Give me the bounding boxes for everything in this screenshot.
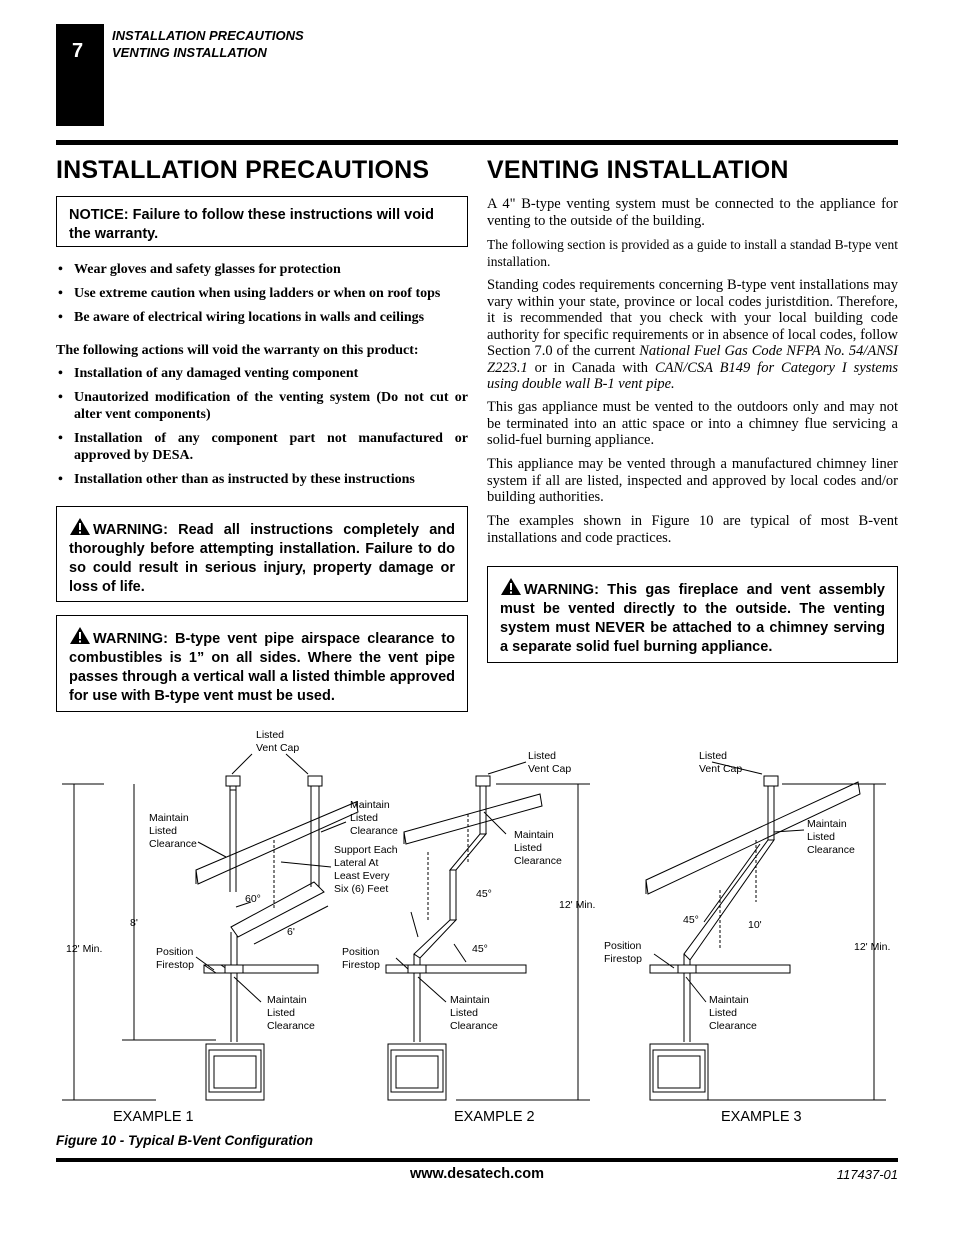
list-item: • Installation of any damaged venting component bbox=[56, 365, 468, 382]
label-support: Least Every bbox=[334, 870, 390, 882]
label-vent-cap: Vent Cap bbox=[699, 763, 743, 775]
warning-icon bbox=[500, 577, 522, 596]
warning-icon bbox=[69, 626, 91, 645]
label-firestop: Firestop bbox=[342, 959, 380, 971]
page-number-tab bbox=[56, 24, 104, 126]
label-position: Position bbox=[342, 946, 380, 958]
code-reference: CAN/CSA B149 for Category I systems using double wall B-1 vent pipe. bbox=[487, 359, 898, 392]
label-support: Support Each bbox=[334, 844, 398, 856]
label-clearance: Clearance bbox=[709, 1020, 757, 1032]
paragraph-text: Standing codes requirements concerning B-type vent installations may vary within your state, province or local codes juristdition. Therefore, it is recommended that you check with your local building code authority for specific requirements or in absence of local codes, follow Section 7.0 of the current bbox=[487, 277, 898, 359]
warning-text: WARNING: Read all instructions completely and thoroughly before attempting installation. Failure to do so could result in serious injury, property damage or loss of life. bbox=[69, 522, 455, 595]
venting-paragraph-4: This gas appliance must be vented to the outdoors only and may not be terminated into an attic space or into a chimney flue servicing a solid-fuel burning appliance. bbox=[487, 399, 898, 448]
venting-paragraph-2: The following section is provided as a guide to install a standad B-type vent installation. bbox=[487, 237, 898, 269]
b-vent-figure bbox=[56, 722, 898, 1132]
installation-precautions-heading: INSTALLATION PRECAUTIONS bbox=[56, 156, 430, 184]
notice-text: NOTICE: Failure to follow these instructions will void the warranty. bbox=[69, 207, 434, 242]
label-listed: Listed bbox=[709, 1007, 738, 1019]
venting-paragraph-1: A 4" B-type venting system must be connected to the appliance for venting to the outside of the building. bbox=[487, 196, 898, 229]
example-1-label: EXAMPLE 1 bbox=[113, 1109, 194, 1125]
label-support: Six (6) Feet bbox=[334, 883, 389, 895]
label-listed: Listed bbox=[699, 750, 728, 762]
venting-paragraph-3 bbox=[487, 277, 898, 393]
list-item: • Use extreme caution when using ladders or when on roof tops bbox=[56, 285, 468, 302]
label-clearance: Clearance bbox=[267, 1020, 315, 1032]
warning-box-vent-outside bbox=[487, 566, 898, 663]
label-clearance: Clearance bbox=[149, 838, 197, 850]
label-clearance: Clearance bbox=[350, 825, 398, 837]
label-listed: Listed bbox=[528, 750, 557, 762]
label-maintain: Maintain bbox=[514, 829, 554, 841]
list-item: • Wear gloves and safety glasses for protection bbox=[56, 261, 468, 278]
label-firestop: Firestop bbox=[156, 959, 194, 971]
label-dimension: 12' Min. bbox=[66, 943, 103, 955]
footer-rule bbox=[56, 1158, 898, 1162]
b-vent-diagram bbox=[56, 722, 898, 1132]
page-number: 7 bbox=[72, 40, 84, 62]
warning-text: WARNING: B-type vent pipe airspace clearance to combustibles is 1” on all sides. Where the vent pipe passes through a vertical wall a listed thimble approved for use with B-type vent must be used. bbox=[69, 631, 455, 704]
figure-caption: Figure 10 - Typical B-Vent Configuration bbox=[56, 1133, 314, 1148]
label-listed: Listed bbox=[514, 842, 543, 854]
void-warranty-intro: The following actions will void the warranty on this product: bbox=[56, 343, 419, 358]
label-maintain: Maintain bbox=[807, 818, 847, 830]
list-item: • Installation of any component part not manufactured or approved by DESA. bbox=[56, 430, 468, 464]
safety-bullet-list bbox=[56, 261, 468, 333]
label-angle: 45° bbox=[472, 943, 488, 955]
label-maintain: Maintain bbox=[350, 799, 390, 811]
label-listed: Listed bbox=[256, 729, 285, 741]
label-vent-cap: Vent Cap bbox=[528, 763, 572, 775]
document-code: 117437-01 bbox=[836, 1167, 898, 1182]
warning-box-read-instructions bbox=[56, 506, 468, 602]
label-dimension: 6' bbox=[287, 926, 295, 938]
list-item: • Be aware of electrical wiring locations in walls and ceilings bbox=[56, 309, 468, 326]
example-2-label: EXAMPLE 2 bbox=[454, 1109, 535, 1125]
label-position: Position bbox=[604, 940, 642, 952]
label-position: Position bbox=[156, 946, 194, 958]
venting-paragraph-6: The examples shown in Figure 10 are typical of most B-vent installations and code practices. bbox=[487, 513, 898, 546]
label-listed: Listed bbox=[350, 812, 379, 824]
label-angle: 60° bbox=[245, 893, 261, 905]
label-listed: Listed bbox=[450, 1007, 479, 1019]
running-header-line1: INSTALLATION PRECAUTIONS bbox=[112, 28, 304, 43]
list-item: • Installation other than as instructed by these instructions bbox=[56, 471, 468, 488]
header-rule bbox=[56, 140, 898, 145]
list-item: • Unautorized modification of the venting system (Do not cut or alter vent components) bbox=[56, 389, 468, 423]
label-listed: Listed bbox=[807, 831, 836, 843]
label-dimension: 8' bbox=[130, 917, 138, 929]
label-dimension: 12' Min. bbox=[854, 941, 891, 953]
example-3-label: EXAMPLE 3 bbox=[721, 1109, 802, 1125]
example-1-diagram bbox=[62, 754, 358, 1100]
code-reference: National Fuel Gas Code NFPA No. 54/ANSI Z223.1 bbox=[487, 343, 898, 376]
venting-paragraph-5: This appliance may be vented through a manufactured chimney liner system if all are listed, inspected and approved by local codes and/or building authorities. bbox=[487, 456, 898, 505]
label-listed: Listed bbox=[267, 1007, 296, 1019]
notice-box bbox=[56, 196, 468, 247]
warning-text: WARNING: This gas fireplace and vent assembly must be vented directly to the outside. The venting system must NEVER be attached to a chimney serving a separate solid fuel burning appliance. bbox=[500, 582, 885, 655]
example-3-diagram bbox=[646, 762, 886, 1100]
label-dimension: 12' Min. bbox=[559, 899, 596, 911]
warning-icon bbox=[69, 517, 91, 536]
venting-installation-heading: VENTING INSTALLATION bbox=[487, 156, 789, 184]
label-maintain: Maintain bbox=[149, 812, 189, 824]
label-clearance: Clearance bbox=[807, 844, 855, 856]
label-firestop: Firestop bbox=[604, 953, 642, 965]
label-maintain: Maintain bbox=[267, 994, 307, 1006]
running-header-line2: VENTING INSTALLATION bbox=[112, 45, 267, 60]
label-clearance: Clearance bbox=[450, 1020, 498, 1032]
warning-box-clearance bbox=[56, 615, 468, 712]
label-dimension: 10' bbox=[748, 919, 762, 931]
label-maintain: Maintain bbox=[450, 994, 490, 1006]
example-2-diagram bbox=[386, 762, 590, 1100]
label-angle: 45° bbox=[683, 914, 699, 926]
label-listed: Listed bbox=[149, 825, 178, 837]
void-warranty-list bbox=[56, 365, 468, 495]
footer-url: www.desatech.com bbox=[409, 1166, 545, 1182]
paragraph-text: or in Canada with bbox=[527, 359, 655, 376]
label-maintain: Maintain bbox=[709, 994, 749, 1006]
label-angle: 45° bbox=[476, 888, 492, 900]
label-vent-cap: Vent Cap bbox=[256, 742, 300, 754]
label-clearance: Clearance bbox=[514, 855, 562, 867]
label-support: Lateral At bbox=[334, 857, 379, 869]
